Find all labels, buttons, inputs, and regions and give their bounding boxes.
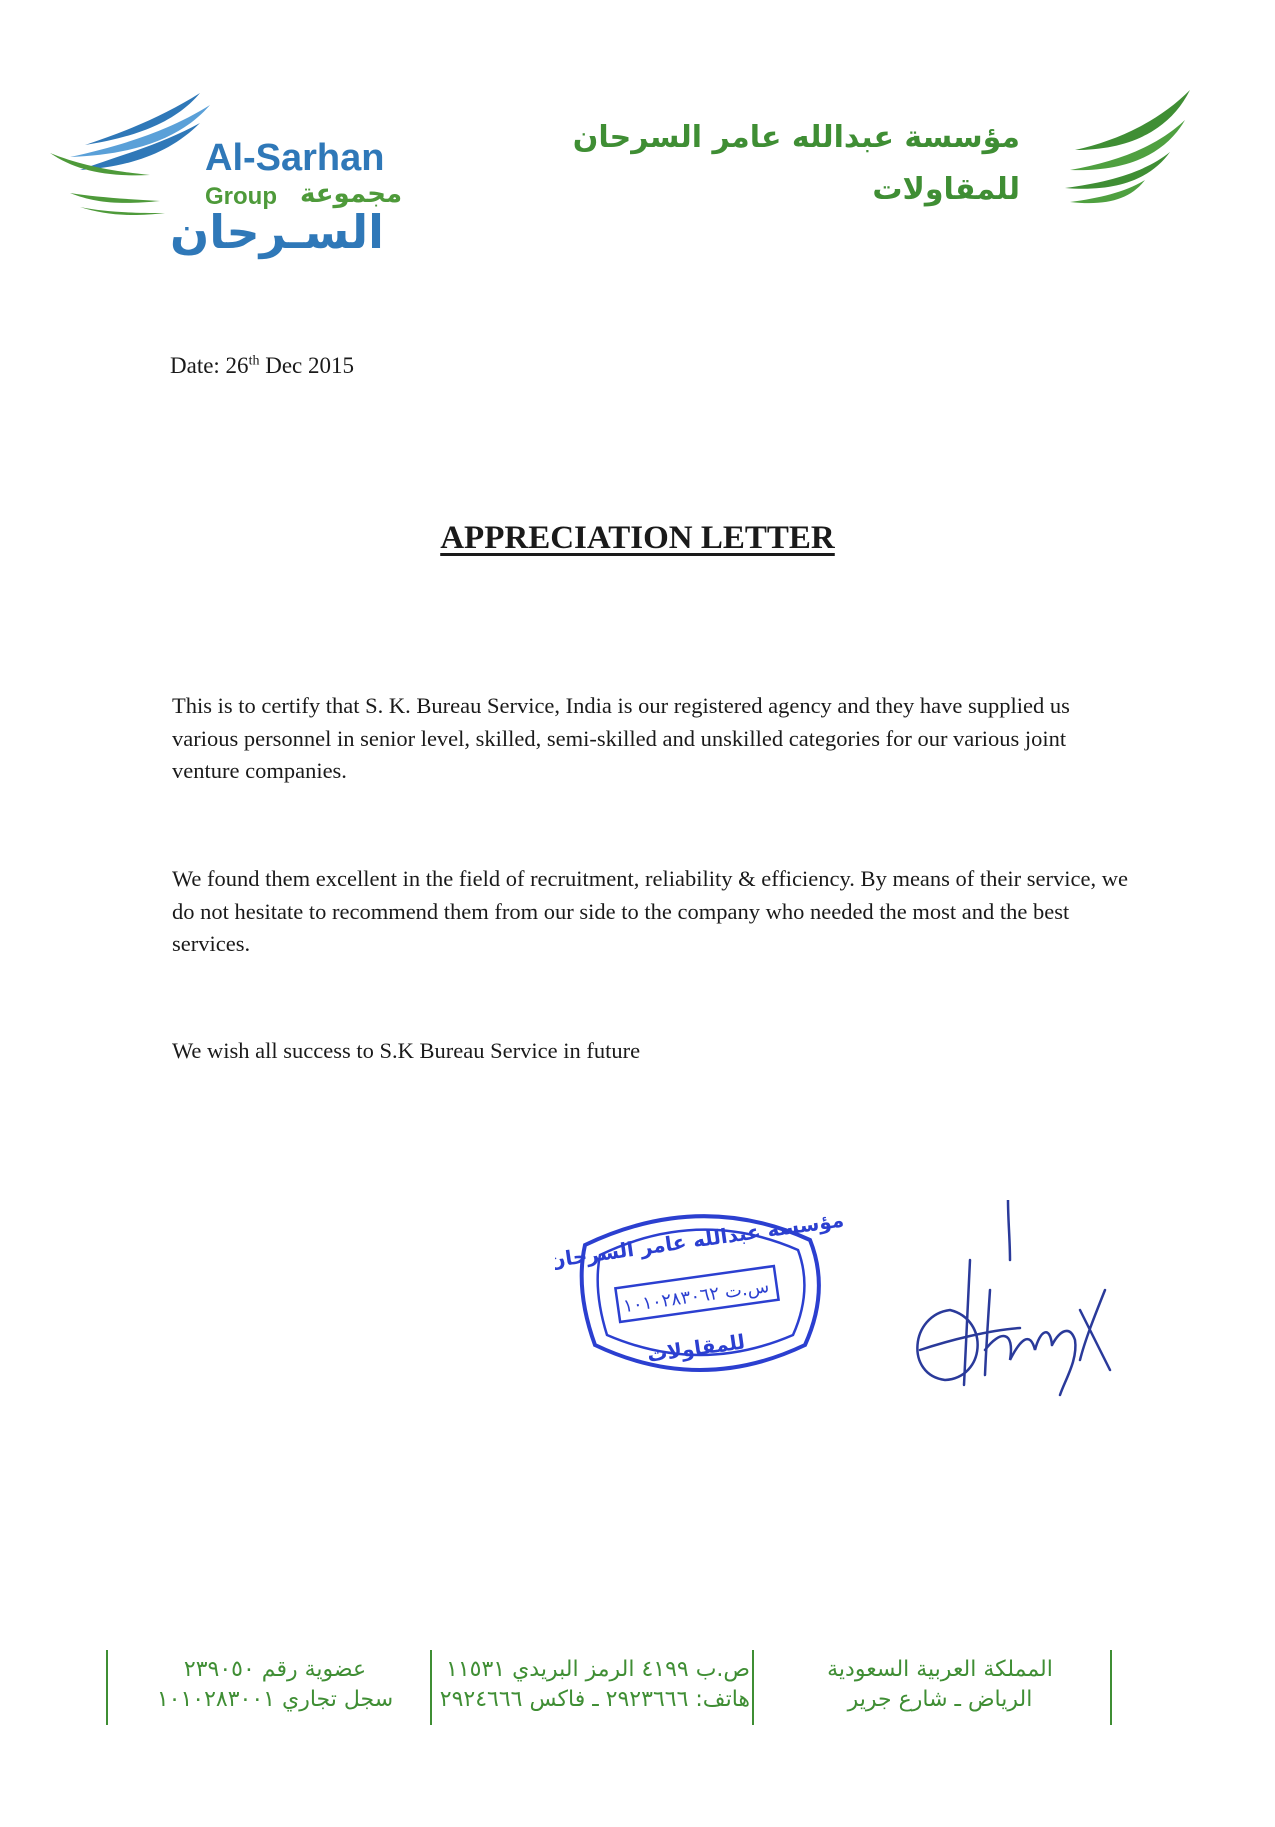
footer-phone-fax: هاتف: ٢٩٢٣٦٦٦ ـ فاكس ٢٩٢٤٦٦٦ bbox=[439, 1687, 750, 1712]
stamp-top-text: مؤسسة عبدالله عامر السرحان bbox=[555, 1207, 845, 1273]
letter-date bbox=[170, 353, 354, 379]
footer-po-box: ص.ب ٤١٩٩ الرمز البريدي ١١٥٣١ bbox=[446, 1657, 750, 1682]
footer-contact bbox=[439, 1655, 750, 1715]
establishment-logo bbox=[572, 80, 1200, 220]
footer-street: الرياض ـ شارع جرير bbox=[847, 1687, 1033, 1712]
green-wings-icon bbox=[1050, 80, 1200, 220]
footer-divider bbox=[430, 1650, 432, 1725]
brand-group-ar: مجموعة bbox=[300, 179, 403, 209]
date-month-year: Dec 2015 bbox=[259, 353, 354, 378]
footer-divider bbox=[752, 1650, 754, 1725]
brand-group-en: Group bbox=[205, 183, 277, 210]
footer-registration bbox=[140, 1655, 410, 1715]
stamp-bottom-text: للمقاولات bbox=[645, 1329, 747, 1367]
handwritten-signature-icon bbox=[890, 1200, 1130, 1400]
date-day: Date: 26 bbox=[170, 353, 249, 378]
footer-country: المملكة العربية السعودية bbox=[827, 1657, 1053, 1682]
establishment-subtitle-ar: للمقاولات bbox=[872, 172, 1020, 207]
letter-title: APPRECIATION LETTER bbox=[440, 520, 835, 556]
date-ordinal: th bbox=[248, 353, 260, 369]
al-sarhan-group-logo bbox=[50, 75, 420, 265]
footer-commercial-reg: سجل تجاري ١٠١٠٢٨٣٠٠١ bbox=[156, 1687, 394, 1712]
footer-membership: عضوية رقم ٢٣٩٠٥٠ bbox=[183, 1657, 367, 1682]
company-stamp bbox=[555, 1195, 845, 1390]
brand-name-en: Al-Sarhan bbox=[205, 137, 385, 179]
stamp-seal-icon bbox=[555, 1195, 845, 1390]
letter-paragraph-1: This is to certify that S. K. Bureau Service, India is our registered agency and they have supplied us various personnel in senior level, skilled, semi-skilled and unskilled categories for our various joint venture companies. bbox=[172, 693, 1070, 783]
letter-paragraph-2: We found them excellent in the field of recruitment, reliability & efficiency. By means of their service, we do not hesitate to recommend them from our side to the company who needed the most and the best services. bbox=[172, 866, 1128, 956]
establishment-name-ar: مؤسسة عبدالله عامر السرحان bbox=[572, 120, 1020, 155]
letter-paragraph-3: We wish all success to S.K Bureau Service in future bbox=[172, 1038, 641, 1063]
footer-divider bbox=[106, 1650, 108, 1725]
footer-divider bbox=[1110, 1650, 1112, 1725]
signature bbox=[890, 1200, 1130, 1400]
brand-name-ar: السـرحان bbox=[170, 205, 384, 259]
footer-address bbox=[790, 1655, 1090, 1715]
stamp-cr-number: س.ت ١٠١٠٢٨٣٠٦٢ bbox=[621, 1275, 771, 1318]
